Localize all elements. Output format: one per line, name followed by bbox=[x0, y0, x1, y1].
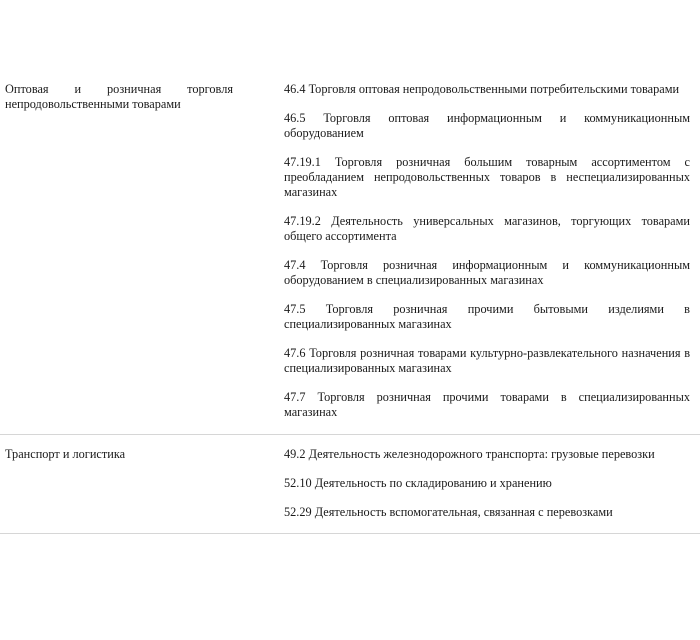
activity-entry: 47.6 Торговля розничная товарами культурно-развлекательного назначения в специализированных магазинах bbox=[284, 346, 690, 375]
sector-cell bbox=[0, 447, 233, 533]
activity-entry: 52.29 Деятельность вспомогательная, связанная с перевозками bbox=[284, 505, 613, 519]
activity-table bbox=[0, 75, 700, 534]
sector-cell bbox=[0, 82, 233, 434]
activity-entry: 52.10 Деятельность по складированию и хранению bbox=[284, 476, 552, 490]
activities-cell bbox=[284, 447, 690, 533]
sector-label: Транспорт и логистика bbox=[5, 447, 126, 461]
activities-cell bbox=[284, 82, 690, 434]
activity-entry: 49.2 Деятельность железнодорожного транспорта: грузовые перевозки bbox=[284, 447, 655, 461]
table-row bbox=[0, 75, 700, 435]
activity-entry: 47.5 Торговля розничная прочими бытовыми изделиями в специализированных магазинах bbox=[284, 302, 690, 331]
activity-entry: 47.19.2 Деятельность универсальных магазинов, торгующих товарами общего ассортимента bbox=[284, 214, 690, 243]
activity-entry: 47.19.1 Торговля розничная большим товарным ассортиментом с преобладанием непродовольственных товаров в неспециализированных магазинах bbox=[284, 155, 690, 199]
activity-entry: 46.4 Торговля оптовая непродовольственными потребительскими товарами bbox=[284, 82, 680, 96]
activity-entry: 46.5 Торговля оптовая информационным и коммуникационным оборудованием bbox=[284, 111, 690, 140]
sector-label: Оптовая и розничная торговля непродовольственными товарами bbox=[5, 82, 233, 111]
activity-entry: 47.4 Торговля розничная информационным и коммуникационным оборудованием в специализированных магазинах bbox=[284, 258, 690, 287]
table-row bbox=[0, 435, 700, 534]
activity-entry: 47.7 Торговля розничная прочими товарами в специализированных магазинах bbox=[284, 390, 690, 419]
